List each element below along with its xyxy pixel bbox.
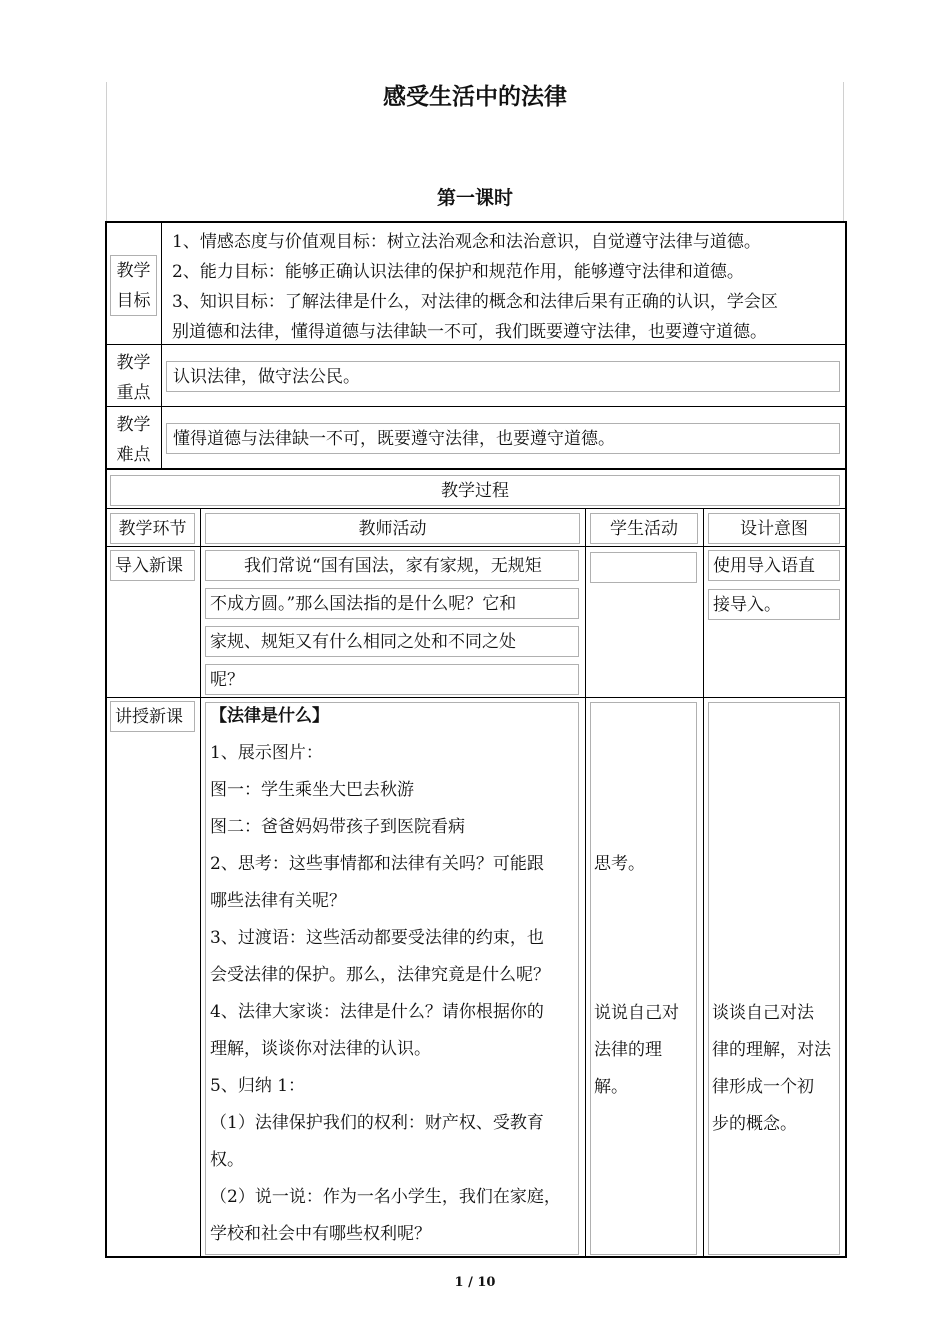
objectives-label bbox=[110, 255, 157, 316]
teacher-line: 哪些法律有关呢？ bbox=[210, 891, 346, 911]
table-border-left bbox=[105, 221, 107, 1258]
intro-teacher-line: 不成方圆。”那么国法指的是什么呢？它和 bbox=[205, 588, 579, 619]
difficulties-text: 懂得道德与法律缺一不可，既要遵守法律，也要遵守道德。 bbox=[166, 423, 840, 454]
objective-line: 2、能力目标：能够正确认识法律的保护和规范作用，能够遵守法律和道德。 bbox=[172, 262, 744, 282]
objective-line: 1、情感态度与价值观目标：树立法治观念和法治意识，自觉遵守法律与道德。 bbox=[172, 232, 761, 252]
teacher-line: 3、过渡语：这些活动都要受法律的约束，也 bbox=[210, 928, 544, 948]
student-activity-text bbox=[594, 995, 679, 1106]
column-divider bbox=[703, 508, 704, 1257]
label-line: 目标 bbox=[116, 291, 151, 311]
objective-line: 别道德和法律，懂得道德与法律缺一不可，我们既要遵守法律，也要遵守道德。 bbox=[172, 322, 767, 342]
label-line: 教学 bbox=[116, 353, 151, 373]
column-header-student: 学生活动 bbox=[590, 513, 698, 544]
student-line: 说说自己对 bbox=[594, 1003, 679, 1023]
intent-line: 谈谈自己对法 bbox=[712, 1003, 814, 1023]
intro-student bbox=[590, 552, 697, 583]
column-divider bbox=[585, 508, 586, 1257]
column-header-stage: 教学环节 bbox=[110, 513, 195, 544]
intro-intent-line: 使用导入语直 bbox=[708, 550, 840, 581]
column-divider bbox=[200, 508, 201, 1257]
teacher-line: 权。 bbox=[210, 1150, 244, 1170]
teacher-line: 1、展示图片： bbox=[210, 743, 323, 763]
teacher-line: （2）说一说：作为一名小学生，我们在家庭， bbox=[210, 1187, 561, 1207]
intro-teacher-line: 家规、规矩又有什么相同之处和不同之处 bbox=[205, 626, 579, 657]
student-think: 思考。 bbox=[594, 854, 645, 874]
column-header-teacher: 教师活动 bbox=[205, 513, 580, 544]
intent-line: 步的概念。 bbox=[712, 1114, 797, 1134]
section-heading: 【法律是什么】 bbox=[210, 706, 329, 726]
objectives-text bbox=[172, 227, 778, 347]
intro-stage: 导入新课 bbox=[110, 550, 195, 581]
teacher-line: 2、思考：这些事情都和法律有关吗？可能跟 bbox=[210, 854, 544, 874]
student-line: 解。 bbox=[594, 1077, 628, 1097]
lesson-subtitle: 第一课时 bbox=[436, 187, 513, 209]
label-line: 难点 bbox=[116, 445, 151, 465]
design-intent-box bbox=[708, 702, 840, 1255]
label-line: 教学 bbox=[116, 261, 151, 281]
teacher-line: 5、归纳 1： bbox=[210, 1076, 306, 1096]
key-points-label bbox=[110, 348, 157, 404]
student-line: 法律的理 bbox=[594, 1040, 662, 1060]
row-divider bbox=[105, 508, 847, 509]
intent-line: 律形成一个初 bbox=[712, 1077, 814, 1097]
column-header-intent: 设计意图 bbox=[708, 513, 840, 544]
page-number: 1 / 10 bbox=[454, 1275, 496, 1290]
teacher-line: 会受法律的保护。那么，法律究竟是什么呢？ bbox=[210, 965, 550, 985]
student-activity-box bbox=[590, 702, 697, 1255]
label-divider bbox=[161, 222, 162, 469]
intro-intent-line: 接导入。 bbox=[708, 589, 840, 620]
teacher-line: 4、法律大家谈：法律是什么？请你根据你的 bbox=[210, 1002, 544, 1022]
row-divider bbox=[105, 468, 847, 470]
teacher-line: 学校和社会中有哪些权利呢？ bbox=[210, 1224, 431, 1244]
table-border-right bbox=[845, 221, 847, 1258]
teacher-line: 图二：爸爸妈妈带孩子到医院看病 bbox=[210, 817, 465, 837]
key-points-text: 认识法律，做守法公民。 bbox=[166, 361, 840, 392]
row-divider bbox=[105, 546, 847, 547]
difficulties-label bbox=[110, 410, 157, 466]
label-line: 重点 bbox=[116, 383, 151, 403]
document-title: 感受生活中的法律 bbox=[383, 83, 567, 110]
process-header: 教学过程 bbox=[110, 475, 840, 506]
intro-teacher-line: 呢？ bbox=[205, 664, 579, 695]
intro-teacher-line: 我们常说“国有国法，家有家规，无规矩 bbox=[205, 550, 579, 581]
teacher-line: 理解，谈谈你对法律的认识。 bbox=[210, 1039, 431, 1059]
row-divider bbox=[105, 406, 847, 407]
new-lesson-stage: 讲授新课 bbox=[110, 701, 195, 732]
label-line: 教学 bbox=[116, 415, 151, 435]
table-border-bottom bbox=[105, 1256, 847, 1258]
intent-line: 律的理解，对法 bbox=[712, 1040, 831, 1060]
objective-line: 3、知识目标：了解法律是什么，对法律的概念和法律后果有正确的认识，学会区 bbox=[172, 292, 778, 312]
teacher-activity-text bbox=[210, 698, 561, 1253]
teacher-line: （1）法律保护我们的权利：财产权、受教育 bbox=[210, 1113, 544, 1133]
design-intent-text bbox=[712, 995, 831, 1143]
table-border-top bbox=[105, 221, 847, 223]
teacher-line: 图一：学生乘坐大巴去秋游 bbox=[210, 780, 414, 800]
